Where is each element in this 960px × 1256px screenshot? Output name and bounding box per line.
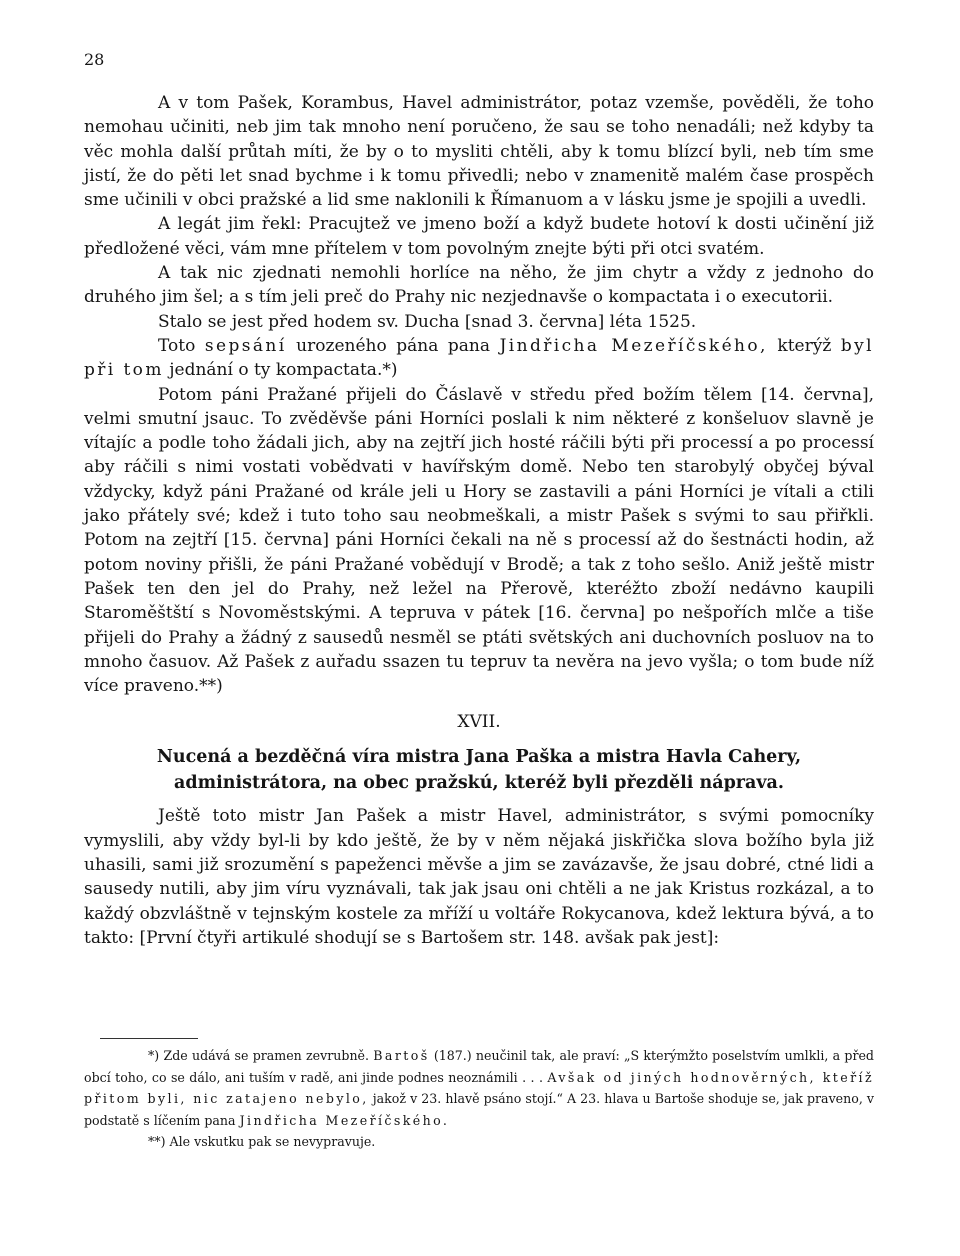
text-run: *) Zde udává se pramen zevrubně. [148, 1048, 374, 1063]
paragraph: A tak nic zjednati nemohli horlíce na něho, že jim chytr a vždy z jednoho do druhého jim šel; a s tím jeli preč do Prahy nic nezjednavše o kompactata i o executorii. [84, 263, 874, 308]
paragraph: A v tom Pašek, Korambus, Havel administrátor, potaz vzemše, pověděli, že toho nemohau učiniti, neb jim tak mnoho není poručeno, že sau se toho nenadáli; než kdyby ta věc mohla další průtah míti, že by o to mysliti chtěli, aby k tomu blízcí byli, neb tím sme jistí, že do pěti let snad bychme i k tomu přivedli; nebo v znamenitě malém čase prospěch sme učinili v obci pražské a lid sme naklonili k Římanuom a v lásku jsme je spojili a uvedli. [84, 93, 874, 211]
spaced-text: byl při tom [84, 335, 874, 381]
chapter-heading: Nucená a bezděčná víra mistra Jana Paška a mistra Havla Cahery, administrátora, na obec pražskú, kteréž byli přezděli náprava. [156, 747, 802, 794]
footnote [84, 1045, 874, 1131]
paragraph: Ještě toto mistr Jan Pašek a mistr Havel, administrátor, s svými pomocníky vymyslili, aby vždy byl-li by kdo ještě, že by v něm nějaká jiskřička slova božího byla již uhasili, sami již srozumění s papeženci měvše a jim se zavázavše, že jsau dobré, ctné lidi a sausedy nutili, aby jim víru vyznávali, tak jak jsau oni chtěli a ne jak Kristus rozkázal, a to každý obzvláštně v tejnským kostele za mříží u voltáře Rokycanova, kdež lektura bývá, a to takto: [První čtyři artikulé shodují se s Bartošem str. 148. avšak pak jest]: [84, 806, 874, 948]
text-run: kterýž [767, 335, 841, 356]
spaced-text: sepsání [204, 335, 287, 356]
spaced-text: Avšak od jiných hodnověrných, kteříž přitom byli, nic zatajeno nebylo, [84, 1069, 874, 1106]
text-run: urozeného pána pana [286, 335, 500, 356]
chapter-number: XVII. [457, 712, 501, 733]
spaced-name: Jindřicha Mezeříčského. [239, 1112, 450, 1128]
footnote: **) Ale vskutku pak se nevypravuje. [148, 1134, 376, 1149]
text-run: (187.) neučinil tak, ale praví: „S kterýmžto poselstvím umlkli, a před obcí toho, co se dálo, ani tuším v radě, ani jinde podnes neoznámili . . . [84, 1048, 874, 1085]
text-run: jakož v 23. hlavě psáno stojí.“ A 23. hlava u Bartoše shoduje se, jak praveno, v podstatě s líčením pana [84, 1091, 875, 1128]
page-number: 28 [84, 50, 105, 69]
text-run: Toto [158, 335, 205, 356]
footnotes [84, 1045, 874, 1153]
spaced-name: Jindřicha Mezeříčského, [499, 335, 768, 356]
footnote-divider [100, 1038, 198, 1039]
main-text [84, 91, 874, 950]
paragraph: Stalo se jest před hodem sv. Ducha [snad 3. června] léta 1525. [158, 311, 697, 332]
paragraph [84, 334, 874, 383]
paragraph: A legát jim řekl: Pracujtež ve jmeno boží a když budete hotoví k dosti učinění již předložené věci, vám mne přítelem v tom povolným znejte býti při otci svatém. [84, 214, 874, 259]
paragraph: Potom páni Pražané přijeli do Čáslavě v středu před božím tělem [14. června], velmi smutní jsauc. To zvěděvše páni Horníci poslali k nim některé z konšeluov slavně je vítajíc a podle toho žádali jich, aby na zejtří jich hosté ráčili býti při processí a po processí aby ráčili s nimi vostati vobědvati v havířským domě. Nebo ten starobylý obyčej býval vždycky, když páni Pražané od krále jeli u Hory se zastavili a páni Horníci je vítali a ctili jako přátely své; kdež i tuto toho sau neobmeškali, a mistr Pašek s svými to sau přiřkli. Potom na zejtří [15. června] páni Horníci čekali na ně s processí až do šestnácti hodin, až potom noviny přišli, že páni Pražané vobědují v Brodě; a tak z toho sešlo. Aniž ještě mistr Pašek ten den jel do Prahy, než ležel na Přerově, kteréžto zboží nedávno kaupili Staroměštští s Novoměstskými. A tepruva v pátek [16. června] po nešpořích mlče a tiše přijeli do Prahy a žádný z sausedů nesměl se ptáti světských ani duchovních posluov na to mnoho časuov. Až Pašek z auřadu ssazen tu tepruv ta nevěra na jevo vyšla; o tom bude níž více praveno.**) [84, 384, 874, 697]
text-run: jednání o ty kompactata.*) [163, 360, 398, 381]
spaced-name: Bartoš [373, 1048, 430, 1063]
